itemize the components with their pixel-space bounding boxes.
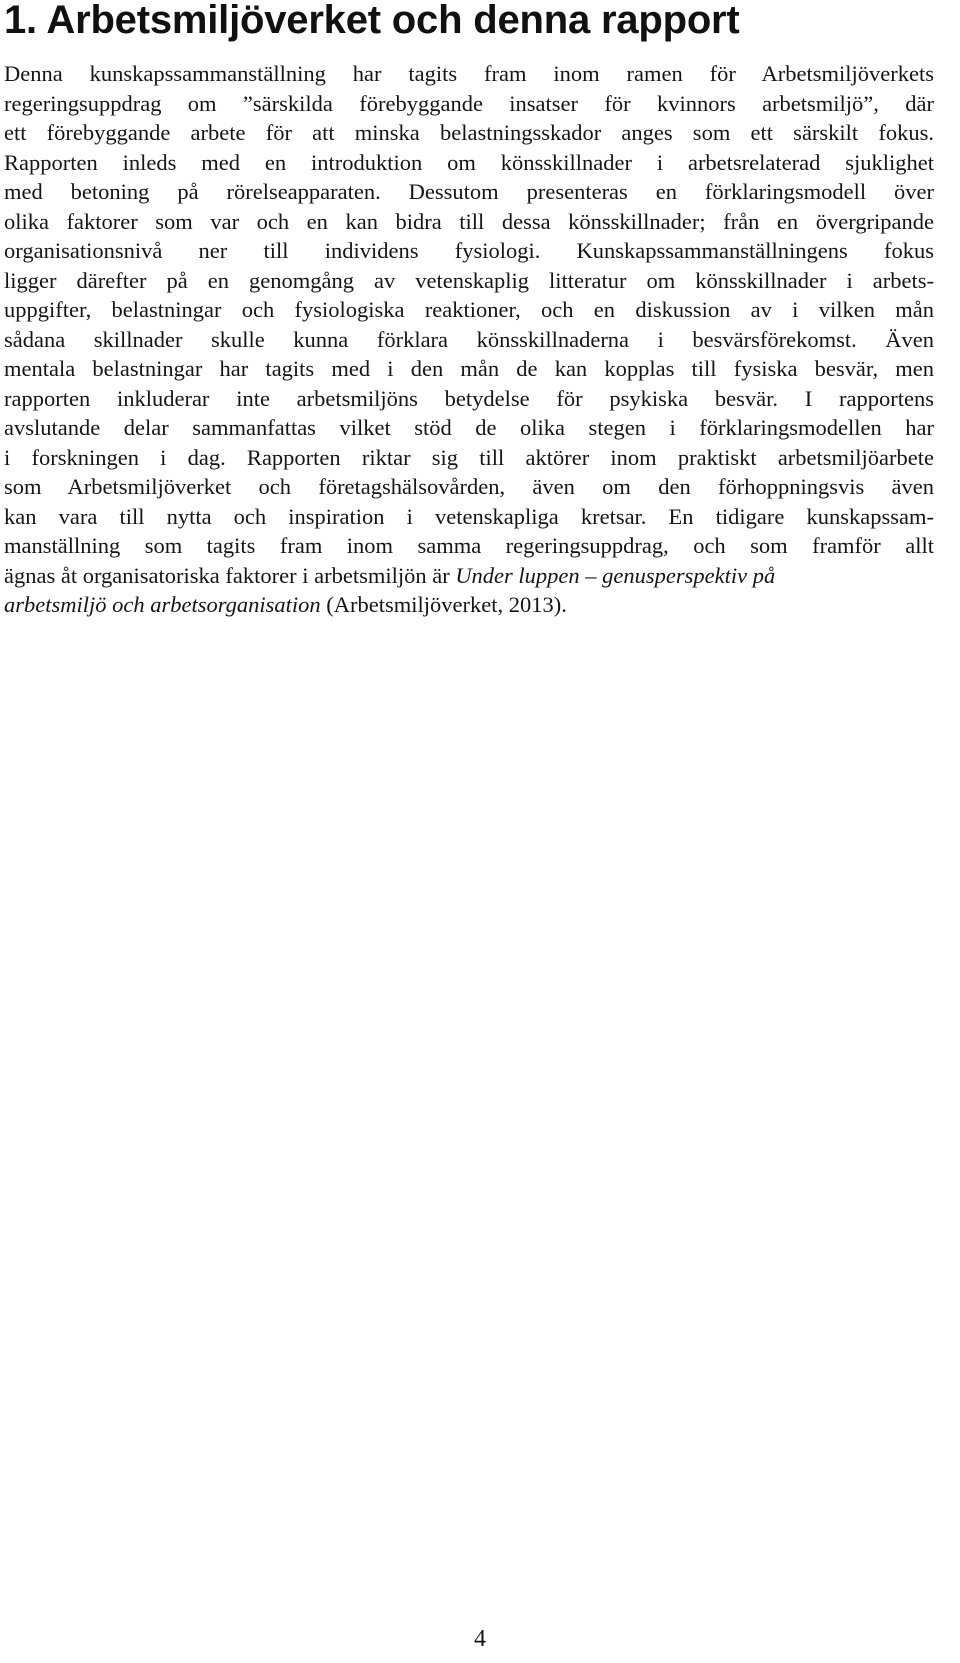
paragraph-line: Rapporten inleds med en introduktion om könsskillnader i arbetsrelaterad sjuklighet <box>4 149 934 175</box>
paragraph-line: avslutande delar sammanfattas vilket stöd de olika stegen i förklaringsmodellen har <box>4 415 934 440</box>
citation-source: (Arbetsmiljöverket, 2013). <box>320 592 567 617</box>
paragraph-line: regeringsuppdrag om ”särskilda förebyggande insatser för kvinnors arbetsmiljö”, där <box>4 90 934 116</box>
paragraph-line-final <box>4 590 934 620</box>
body-paragraph <box>4 59 934 620</box>
paragraph-line: som Arbetsmiljöverket och företagshälsovården, även om den förhoppningsvis även <box>4 474 934 499</box>
paragraph-line: med betoning på rörelseapparaten. Dessutom presenteras en förklaringsmodell över <box>4 179 934 204</box>
section-heading: 1. Arbetsmiljöverket och denna rapport <box>4 0 740 42</box>
paragraph-line: i forskningen i dag. Rapporten riktar sig till aktörer inom praktiskt arbetsmiljöarbete <box>4 444 934 470</box>
paragraph-line: ligger därefter på en genomgång av vetenskaplig litteratur om könsskillnader i arbets- <box>4 267 934 293</box>
paragraph-line-text: ägnas åt organisatoriska faktorer i arbetsmiljön är <box>4 562 456 588</box>
paragraph-line: kan vara till nytta och inspiration i vetenskapliga kretsar. En tidigare kunskapssam- <box>4 503 934 529</box>
paragraph-line: organisationsnivå ner till individens fysiologi. Kunskapssammanställningens fokus <box>4 238 934 263</box>
paragraph-line: manställning som tagits fram inom samma regeringsuppdrag, och som framför allt <box>4 533 934 558</box>
cited-title: Under luppen – genusperspektiv på <box>455 562 776 588</box>
paragraph-line: Denna kunskapssammanställning har tagits fram inom ramen för Arbetsmiljöverkets <box>4 61 934 86</box>
paragraph-line: uppgifter, belastningar och fysiologiska reaktioner, och en diskussion av i vilken mån <box>4 297 934 322</box>
paragraph-line: mentala belastningar har tagits med i den mån de kan kopplas till fysiska besvär, men <box>4 356 934 381</box>
paragraph-line-with-citation <box>4 561 934 591</box>
cited-title-continued: arbetsmiljö och arbetsorganisation <box>4 592 321 617</box>
paragraph-line: sådana skillnader skulle kunna förklara könsskillnaderna i besvärsförekomst. Även <box>4 326 934 352</box>
page-number: 4 <box>474 1626 486 1652</box>
paragraph-line: olika faktorer som var och en kan bidra till dessa könsskillnader; från en övergripande <box>4 208 934 234</box>
paragraph-line: rapporten inkluderar inte arbetsmiljöns betydelse för psykiska besvär. I rapportens <box>4 385 934 411</box>
paragraph-line: ett förebyggande arbete för att minska belastningsskador anges som ett särskilt fokus. <box>4 120 934 145</box>
